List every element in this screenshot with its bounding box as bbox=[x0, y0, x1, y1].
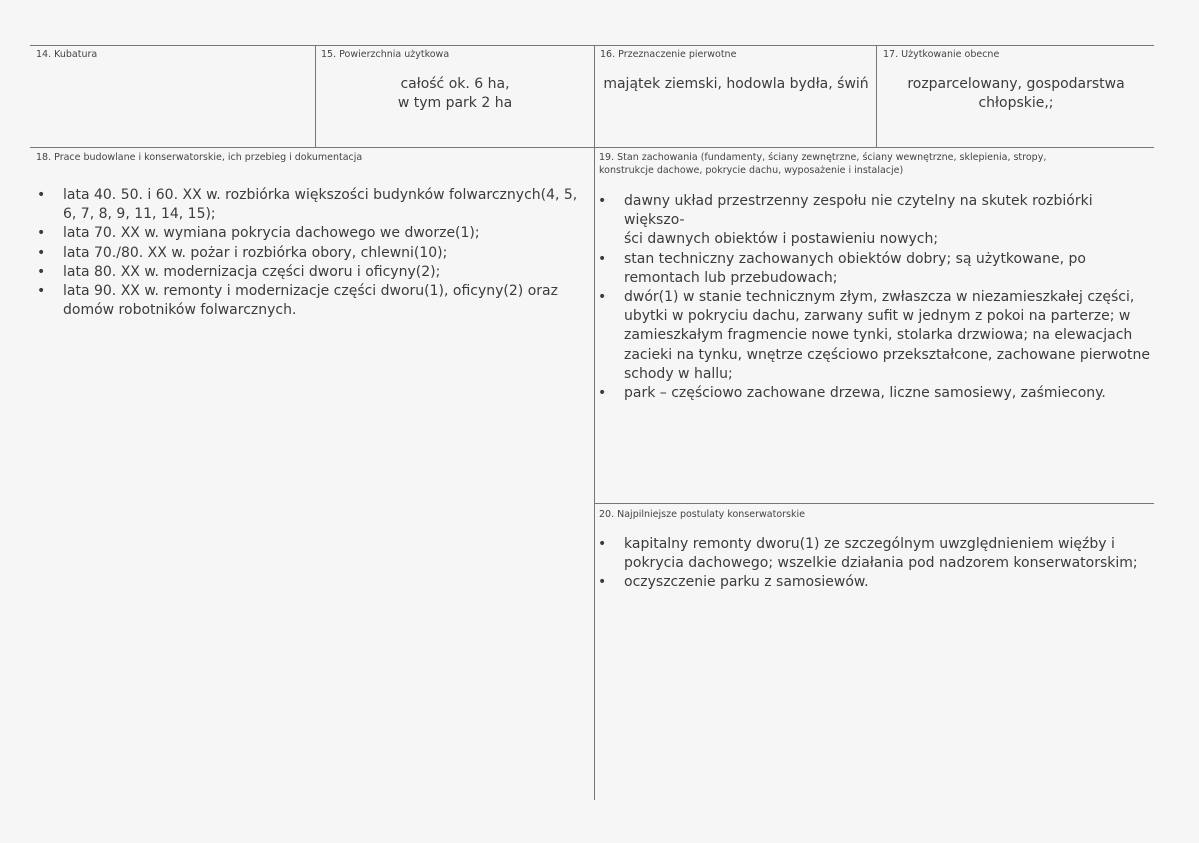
uzytkowanie-value bbox=[878, 75, 1154, 113]
przeznaczenie-value-line: majątek ziemski, hodowla bydła, świń bbox=[603, 76, 869, 92]
uzytkowanie-value-line: chłopskie,; bbox=[978, 95, 1054, 111]
grid-line-row1-bottom bbox=[30, 147, 1154, 148]
list-item: • lata 70. XX w. wymiana pokrycia dachowego we dworze(1); bbox=[37, 224, 592, 243]
przeznaczenie-value bbox=[596, 75, 876, 94]
powierzchnia-value-line: całość ok. 6 ha, bbox=[400, 76, 510, 92]
grid-line-top bbox=[30, 45, 1154, 46]
postulaty-label: 20. Najpilniejsze postulaty konserwatorskie bbox=[599, 509, 805, 520]
grid-line-c19-bottom bbox=[594, 503, 1154, 504]
przeznaczenie-label: 16. Przeznaczenie pierwotne bbox=[600, 49, 737, 60]
grid-line-v3 bbox=[876, 45, 877, 147]
powierzchnia-value-line: w tym park 2 ha bbox=[397, 95, 513, 111]
list-item: • oczyszczenie parku z samosiewów. bbox=[598, 573, 1151, 592]
list-item: • lata 90. XX w. remonty i modernizacje części dworu(1), oficyny(2) oraz domów robotników folwarcznych. bbox=[37, 282, 592, 320]
list-item: • lata 80. XX w. modernizacja części dworu i oficyny(2); bbox=[37, 263, 592, 282]
uzytkowanie-value-line: rozparcelowany, gospodarstwa bbox=[907, 76, 1125, 92]
list-item: • stan techniczny zachowanych obiektów dobry; są użytkowane, po remontach lub przebudowach; bbox=[598, 250, 1151, 288]
stan-zachowania-label: 19. Stan zachowania (fundamenty, ściany zewnętrzne, ściany wewnętrzne, sklepienia, stropy, konstrukcje dachowe, pokrycie dachu, wyposażenie i instalacje) bbox=[599, 152, 1047, 176]
powierzchnia-label: 15. Powierzchnia użytkowa bbox=[321, 49, 450, 60]
uzytkowanie-label: 17. Użytkowanie obecne bbox=[883, 49, 1000, 60]
list-item: • park – częściowo zachowane drzewa, liczne samosiewy, zaśmiecony. bbox=[598, 384, 1151, 403]
prace-label: 18. Prace budowlane i konserwatorskie, ich przebieg i dokumentacja bbox=[36, 152, 363, 163]
list-item: • lata 70./80. XX w. pożar i rozbiórka obory, chlewni(10); bbox=[37, 244, 592, 263]
list-item: • lata 40. 50. i 60. XX w. rozbiórka większości budynków folwarcznych(4, 5, 6, 7, 8, 9, 11, 14, 15); bbox=[37, 186, 592, 224]
kubatura-label: 14. Kubatura bbox=[36, 49, 98, 60]
stan-zachowania-list bbox=[598, 192, 1151, 403]
grid-line-v2 bbox=[594, 45, 595, 800]
list-item: • dwór(1) w stanie technicznym złym, zwłaszcza w niezamieszkałej części, ubytki w pokryciu dachu, zarwany sufit w jednym z pokoi na parterze; w zamieszkałym fragmencie nowe tynki, stolarka drzwiowa; na elewacjach zacieki na tynku, wnętrze częściowo przekształcone, zachowane pierwotne schody w hallu; bbox=[598, 288, 1151, 384]
postulaty-list bbox=[598, 535, 1151, 593]
list-item: • dawny układ przestrzenny zespołu nie czytelny na skutek rozbiórki większo- ści dawnych obiektów i postawieniu nowych; bbox=[598, 192, 1151, 250]
prace-list bbox=[37, 186, 592, 320]
powierzchnia-value bbox=[316, 75, 594, 113]
list-item: • kapitalny remonty dworu(1) ze szczególnym uwzględnieniem więźby i pokrycia dachowego; wszelkie działania pod nadzorem konserwatorskim; bbox=[598, 535, 1151, 573]
